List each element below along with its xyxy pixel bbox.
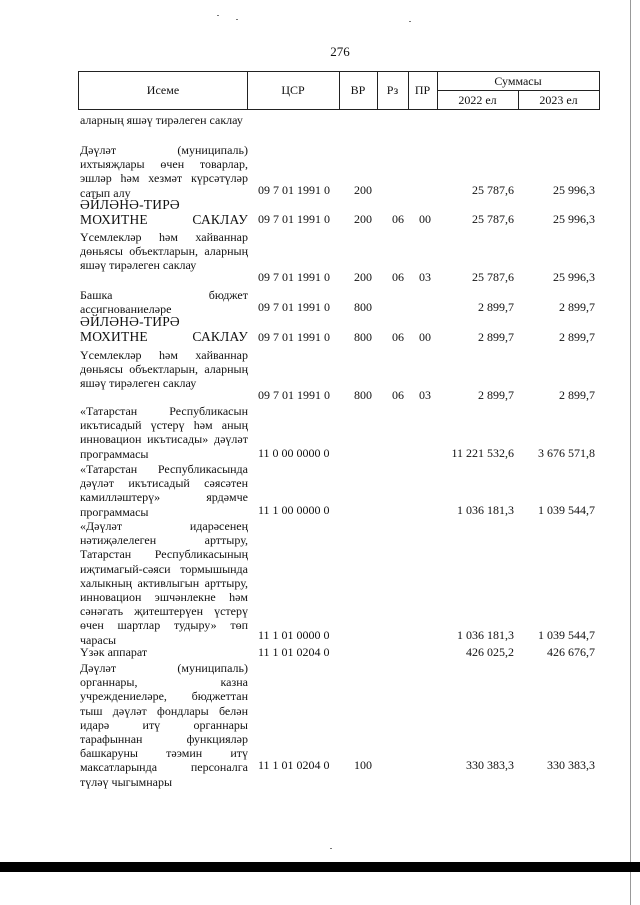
row-csr: 09 7 01 1991 0: [258, 212, 330, 226]
row-name: Үзәк аппарат: [80, 645, 148, 659]
row-sum-2023: 2 899,7: [559, 388, 595, 402]
row-csr: 11 1 01 0000 0: [258, 628, 330, 642]
header-year-2022: 2022 ел: [437, 90, 519, 110]
row-sum-2022: 2 899,7: [478, 388, 514, 402]
row-sum-2022: 426 025,2: [466, 645, 514, 659]
row-sum-2023: 3 676 571,8: [538, 446, 595, 460]
row-name: ӘЙЛӘНӘ-ТИРӘ МОХИТНЕ САКЛАУ: [80, 314, 248, 344]
row-rz: 06: [392, 388, 404, 402]
row-sum-2023: 25 996,3: [553, 270, 595, 284]
row-sum-2022: 330 383,3: [466, 758, 514, 772]
header-pr: ПР: [408, 71, 438, 110]
row-sum-2023: 426 676,7: [547, 645, 595, 659]
row-sum-2023: 25 996,3: [553, 212, 595, 226]
row-csr: 09 7 01 1991 0: [258, 300, 330, 314]
row-name: Үсемлекләр һәм хайваннар дөньясы объектларын, аларның яшәү тирәлеген саклау: [80, 230, 248, 273]
row-csr: 09 7 01 1991 0: [258, 388, 330, 402]
row-name: ӘЙЛӘНӘ-ТИРӘ МОХИТНЕ САКЛАУ: [80, 197, 248, 227]
row-pr: 03: [419, 270, 431, 284]
row-vr: 200: [354, 183, 372, 197]
scan-speck: [330, 848, 332, 849]
row-csr: 11 1 01 0204 0: [258, 758, 330, 772]
row-sum-2023: 2 899,7: [559, 300, 595, 314]
row-sum-2022: 11 221 532,6: [451, 446, 514, 460]
row-vr: 800: [354, 330, 372, 344]
header-name: Исеме: [78, 71, 248, 110]
row-sum-2022: 1 036 181,3: [457, 503, 514, 517]
row-pr: 00: [419, 212, 431, 226]
row-vr: 800: [354, 300, 372, 314]
row-sum-2022: 25 787,6: [472, 183, 514, 197]
row-sum-2023: 330 383,3: [547, 758, 595, 772]
row-csr: 11 1 01 0204 0: [258, 645, 330, 659]
row-csr: 09 7 01 1991 0: [258, 183, 330, 197]
row-sum-2023: 2 899,7: [559, 330, 595, 344]
row-rz: 06: [392, 330, 404, 344]
row-sum-2022: 2 899,7: [478, 300, 514, 314]
row-name: Дәүләт (муниципаль) ихтыяҗлары өчен товарлар, эшләр һәм хезмәт күрсәтүләр сатып алу: [80, 143, 248, 200]
row-rz: 06: [392, 270, 404, 284]
header-vr: ВР: [339, 71, 378, 110]
header-csr: ЦСР: [247, 71, 340, 110]
row-csr: 09 7 01 1991 0: [258, 330, 330, 344]
row-csr: 11 0 00 0000 0: [258, 446, 330, 460]
row-csr: 09 7 01 1991 0: [258, 270, 330, 284]
row-pr: 03: [419, 388, 431, 402]
row-name: «Татарстан Республикасында дәүләт икътисадый сәясәтен камилләштерү» ярдәмче программасы: [80, 462, 248, 519]
header-rz: Рз: [377, 71, 409, 110]
header-year-2023: 2023 ел: [518, 90, 600, 110]
row-name: «Дәүләт идарәсенең нәтиҗәлелеген арттыру, Татарстан Республикасының иҗтимагый-сәяси тормышында халыкның активлыгын арттыру, инновацион эшчәнлекне һәм сәнәгать җитештерүен үстерү өчен шартлар тудыру» төп чарасы: [80, 519, 248, 647]
row-name: аларның яшәү тирәлеген саклау: [80, 113, 243, 127]
header-sums: Суммасы: [437, 71, 600, 91]
row-rz: 06: [392, 212, 404, 226]
row-sum-2023: 25 996,3: [553, 183, 595, 197]
scan-speck: [409, 21, 411, 22]
row-sum-2022: 25 787,6: [472, 212, 514, 226]
row-name: Үсемлекләр һәм хайваннар дөньясы объектларын, аларның яшәү тирәлеген саклау: [80, 348, 248, 391]
row-vr: 800: [354, 388, 372, 402]
row-name: Башка бюджет ассигнованиеләре: [80, 288, 248, 317]
row-vr: 200: [354, 270, 372, 284]
row-name: Дәүләт (муниципаль) органнары, казна учреждениеләре, бюджеттан тыш дәүләт фондлары белән идарә итү органнары тарафыннан функцияләр башкаруны тәэмин итү максатларында персоналга түләү чыгымнары: [80, 661, 248, 789]
page-edge-line: [630, 0, 631, 905]
scan-speck: [236, 19, 238, 20]
page-number: 276: [330, 44, 350, 59]
row-vr: 100: [354, 758, 372, 772]
row-sum-2022: 2 899,7: [478, 330, 514, 344]
row-sum-2023: 1 039 544,7: [538, 628, 595, 642]
row-pr: 00: [419, 330, 431, 344]
scan-speck: [217, 15, 219, 16]
row-name: «Татарстан Республикасын икътисадый үстерү һәм аның инновацион икътисады» дәүләт программасы: [80, 404, 248, 461]
row-vr: 200: [354, 212, 372, 226]
row-sum-2022: 1 036 181,3: [457, 628, 514, 642]
row-sum-2023: 1 039 544,7: [538, 503, 595, 517]
row-csr: 11 1 00 0000 0: [258, 503, 330, 517]
scan-bottom-bar: [0, 862, 640, 872]
row-sum-2022: 25 787,6: [472, 270, 514, 284]
